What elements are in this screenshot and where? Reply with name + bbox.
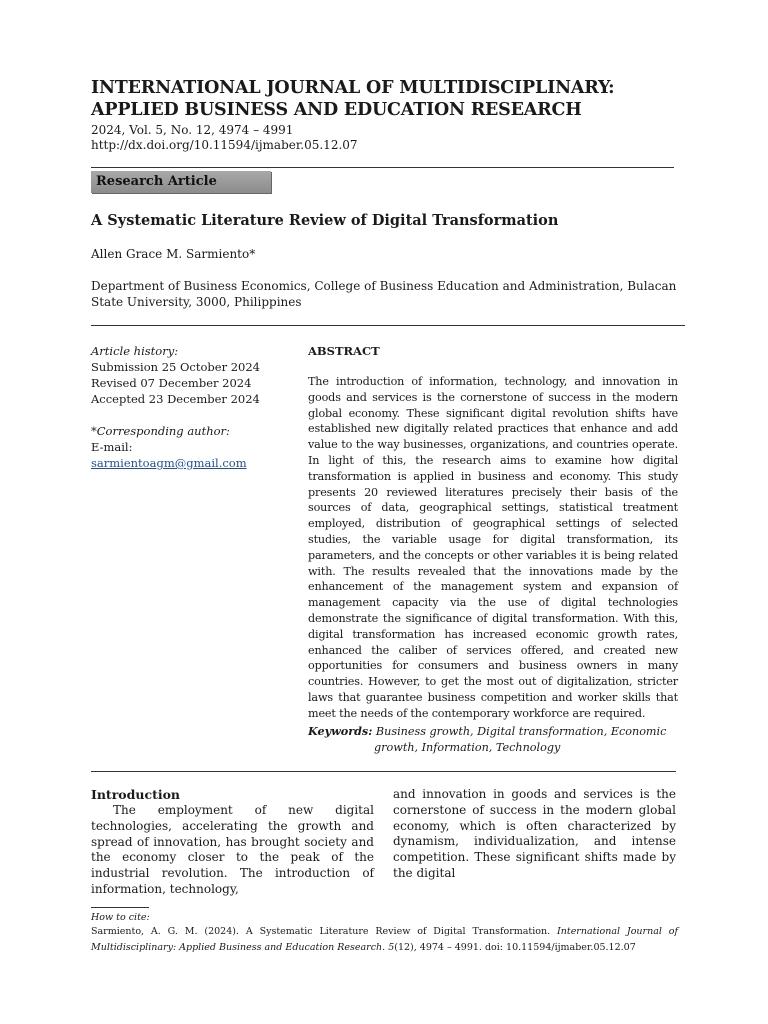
- abstract-heading: ABSTRACT: [308, 344, 380, 358]
- introduction-left-column: The employment of new digital technologies, accelerating the growth and spread of innovation, has brought society and the economy closer to the peak of the industrial revolution. The introduction of information, technology,: [91, 803, 374, 896]
- email-link[interactable]: sarmientoagm@gmail.com: [91, 456, 247, 470]
- volume-info: 2024, Vol. 5, No. 12, 4974 – 4991: [91, 123, 294, 137]
- doi-link[interactable]: http://dx.doi.org/10.11594/ijmaber.05.12.07: [91, 138, 358, 152]
- citation-issue-pages-doi: (12), 4974 – 4991. doi: 10.11594/ijmaber.05.12.07: [394, 942, 636, 953]
- email-label: E-mail:: [91, 440, 133, 454]
- intro-divider: [91, 771, 676, 772]
- citation-journal: International Journal of Multidisciplinary: Applied Business and Education Research: [91, 926, 678, 953]
- abstract-body: The introduction of information, technology, and innovation in goods and services is the cornerstone of success in the modern global economy. These significant digital revolution shifts have established new digitally related practices that enhance and add value to the way businesses, organizations, and countries operate. In light of this, the research aims to examine how digital transformation is applied in business and economy. This study presents 20 reviewed literatures precisely their basis of the sources of data, geographical settings, statistical treatment employed, distribution of geographical settings of selected studies, the variable usage for digital transformation, its parameters, and the concepts or other variables it is being related with. The results revealed that the innovations made by the enhancement of the management system and expansion of management capacity via the use of digital technologies demonstrate the significance of digital transformation. With this, digital transformation has increased economic growth rates, enhanced the caliber of services offered, and created new opportunities for consumers and business owners in many countries. However, to get the most out of digitalization, stricter laws that guarantee business competition and worker skills that meet the needs of the contemporary workforce are required.: [308, 375, 678, 720]
- introduction-right-column: and innovation in goods and services is the cornerstone of success in the modern global economy, which is often characterized by dynamism, individualization, and intense competition. These significant shifts made by the digital: [393, 787, 676, 880]
- citation-volume: 5: [388, 942, 395, 953]
- citation-text: [91, 924, 678, 956]
- submission-date: Submission 25 October 2024: [91, 360, 260, 374]
- accepted-date: Accepted 23 December 2024: [91, 392, 260, 406]
- journal-title: INTERNATIONAL JOURNAL OF MULTIDISCIPLINARY: APPLIED BUSINESS AND EDUCATION RESEARCH: [91, 78, 615, 120]
- article-history-label: Article history:: [91, 344, 179, 358]
- article-title: A Systematic Literature Review of Digital Transformation: [91, 212, 559, 229]
- keywords-label: Keywords:: [308, 724, 373, 738]
- keywords-line-1: Business growth, Digital transformation, Economic: [375, 725, 667, 738]
- corresponding-author-label: *Corresponding author:: [91, 424, 230, 438]
- author-name: Allen Grace M. Sarmiento*: [91, 247, 256, 261]
- citation-separator: .: [382, 942, 389, 953]
- section-divider: [91, 325, 685, 326]
- citation-authors-title: Sarmiento, A. G. M. (2024). A Systematic Literature Review of Digital Transformation.: [91, 926, 557, 937]
- revised-date: Revised 07 December 2024: [91, 376, 252, 390]
- author-affiliation: Department of Business Economics, College of Business Education and Administration, Bulacan State University, 3000, Philippines: [91, 279, 677, 309]
- article-type-label: Research Article: [96, 174, 217, 189]
- introduction-heading: Introduction: [91, 787, 181, 802]
- keywords-line-2: growth, Information, Technology: [374, 740, 561, 754]
- footnote-divider: [91, 907, 149, 908]
- header-divider: [91, 167, 674, 168]
- how-to-cite-label: How to cite:: [91, 912, 150, 923]
- email-container: [91, 455, 291, 471]
- keywords-block: [308, 724, 678, 756]
- article-type-badge: [91, 171, 271, 193]
